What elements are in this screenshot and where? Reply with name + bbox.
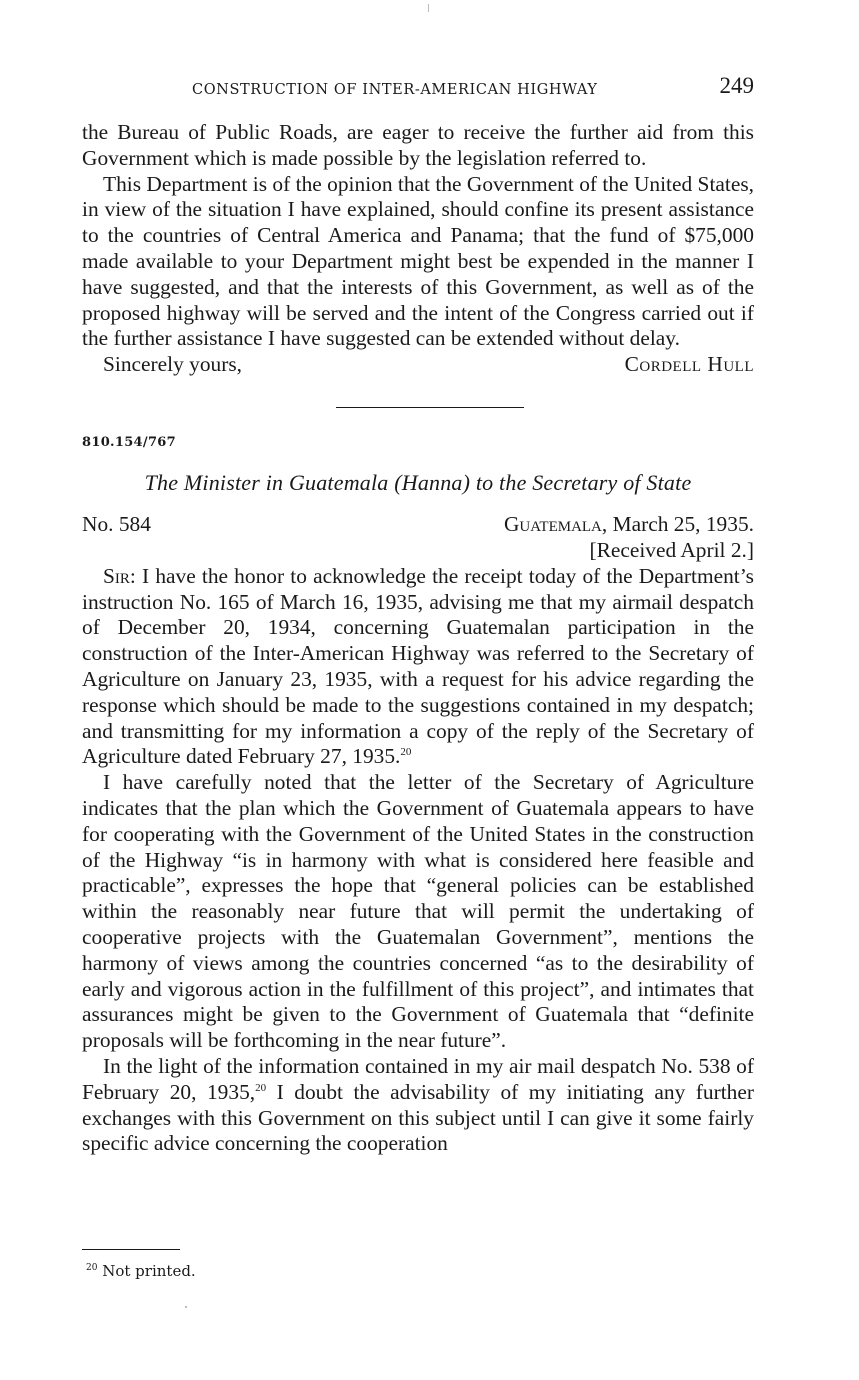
despatch-number: No. 584 xyxy=(82,511,151,536)
page-header xyxy=(82,70,754,110)
file-number: 810.154/767 xyxy=(82,435,176,451)
scan-mark xyxy=(428,4,429,12)
footnote-text: Not printed. xyxy=(102,1262,196,1280)
salutation: Sir xyxy=(103,563,130,588)
paragraph-text: : I have the honor to acknowledge the receipt today of the Department’s instruction No. 165 of March 16, 1935, advising me that my airmail despatch of December 20, 1934, concerning Guatemalan participation in the construction of the Inter-American Highway was referred to the Secretary of Agriculture on January 23, 1935, with a request for his advice regarding the response which should be made to the suggestions contained in my despatch; and transmitting for my information a copy of the reply of the Secretary of Agriculture dated February 27, 1935. xyxy=(82,563,754,769)
despatch-paragraph: I have carefully noted that the letter of the Secretary of Agriculture indicates that the plan which the Government of Guatemala appears to have for cooperating with the Government of the United States in the construction of the Highway “is in harmony with what is considered here feasible and practicable”, expresses the hope that “general policies can be established within the reasonably near future that will permit the undertaking of cooperative projects with the Guatemalan Government”, mentions the harmony of views among the countries concerned “as to the desirability of early and vigorous action in the fulfillment of this project”, and intimates that assurances might be given to the Government of Guatemala that “definite proposals will be forthcoming in the near future”. xyxy=(82,770,754,1053)
paragraph-text: I doubt the advisability of my initiating any further exchanges with this Government on this subject until I can give it some fairly specific advice concerning the cooperation xyxy=(82,1079,754,1156)
footnote-reference: 20 xyxy=(400,746,412,759)
despatch-place-date xyxy=(504,512,754,538)
letter-paragraph: This Department is of the opinion that the Government of the United States, in view of the situation I have explained, should confine its present assistance to the countries of Central America and Panama; that the fund of $75,000 made available to your Department might best be expended in the manner I have suggested, and that the interests of this Government, as well as of the proposed highway will be served and the intent of the Congress carried out if the further assistance I have suggested can be extended without delay. xyxy=(82,171,754,351)
despatch-paragraph xyxy=(82,564,754,770)
despatch-place: Guatemala xyxy=(503,511,602,536)
page-body xyxy=(82,120,754,1157)
despatch-date: , March 25, 1935. xyxy=(601,511,754,536)
despatch-line xyxy=(82,512,754,538)
footnote-reference: 20 xyxy=(255,1081,267,1094)
footnote xyxy=(86,1262,196,1280)
letter-paragraph-continued: the Bureau of Public Roads, are eager to receive the further aid from this Government which is made possible by the legislation referred to. xyxy=(82,120,754,170)
paragraph-text: In the light of the information contained in my air mail despatch No. 538 of February 20, 1935, xyxy=(82,1053,754,1104)
footnote-rule xyxy=(82,1249,180,1250)
footnote-marker: 20 xyxy=(86,1263,98,1273)
document-title: The Minister in Guatemala (Hanna) to the Secretary of State xyxy=(144,469,692,495)
section-divider xyxy=(336,407,524,408)
received-date: [Received April 2.] xyxy=(589,537,754,562)
signature: Cordell Hull xyxy=(624,352,754,377)
letter-closing xyxy=(82,352,754,378)
despatch-paragraph xyxy=(82,1054,754,1157)
running-head: CONSTRUCTION OF INTER-AMERICAN HIGHWAY xyxy=(192,82,598,98)
scan-mark xyxy=(185,1306,187,1308)
complimentary-close: Sincerely yours, xyxy=(103,352,243,377)
page-number: 249 xyxy=(719,73,754,98)
